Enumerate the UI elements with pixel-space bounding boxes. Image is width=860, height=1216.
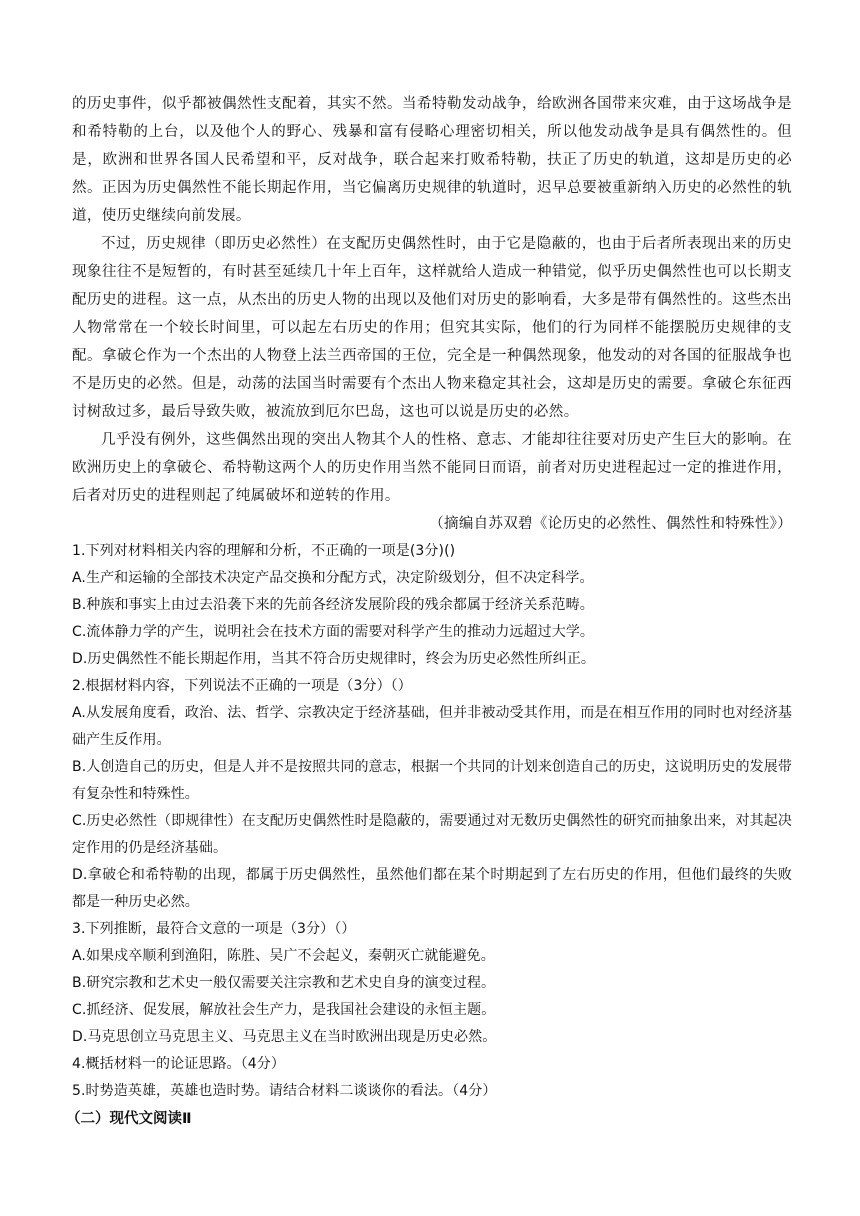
- question-2-stem: 2.根据材料内容，下列说法不正确的一项是（3分）（）: [72, 678, 412, 694]
- question-1-option-b: B.种族和事实上由过去沿袭下来的先前各经济发展阶段的残余都属于经济关系范畴。: [72, 597, 594, 613]
- reading-passage: [72, 90, 792, 538]
- question-3-option-a: A.如果戍卒顺利到渔阳，陈胜、吴广不会起义，秦朝灭亡就能避免。: [72, 948, 495, 964]
- question-2-option-a: A.从发展角度看，政治、法、哲学、宗教决定于经济基础，但并非被动受其作用，而是在相互作用的同时也对经济基础产生反作用。: [72, 705, 792, 748]
- section-heading: （二）现代文阅读Ⅱ: [66, 1111, 192, 1127]
- question-4: 4.概括材料一的论证思路。（4分）: [72, 1056, 285, 1072]
- question-2-option-c: C.历史必然性（即规律性）在支配历史偶然性时是隐蔽的，需要通过对无数历史偶然性的研究而抽象出来，对其起决定作用的仍是经济基础。: [72, 813, 792, 856]
- question-2-option-d: D.拿破仑和希特勒的出现，都属于历史偶然性，虽然他们都在某个时期起到了左右历史的作用，但他们最终的失败都是一种历史必然。: [72, 867, 792, 910]
- passage-source: （摘编自苏双碧《论历史的必然性、偶然性和特殊性》）: [429, 516, 792, 532]
- question-3-option-b: B.研究宗教和艺术史一般仅需要关注宗教和艺术史自身的演变过程。: [72, 975, 496, 991]
- passage-paragraph-2: 不过，历史规律（即历史必然性）在支配历史偶然性时，由于它是隐蔽的，也由于后者所表现出来的历史现象往往不是短暂的，有时甚至延续几十年上百年，这样就给人造成一种错觉，似乎历史偶然性也可以长期支配历史的进程。这一点，从杰出的历史人物的出现以及他们对历史的影响看，大多是带有偶然性的。这些杰出人物常常在一个较长时间里，可以起左右历史的作用；但究其实际，他们的行为同样不能摆脱历史规律的支配。拿破仑作为一个杰出的人物登上法兰西帝国的王位，完全是一种偶然现象，他发动的对各国的征服战争也不是历史的必然。但是，动荡的法国当时需要有个杰出人物来稳定其社会，这却是历史的需要。拿破仑东征西讨树敌过多，最后导致失败，被流放到厄尔巴岛，这也可以说是历史的必然。: [72, 236, 792, 420]
- question-5: 5.时势造英雄，英雄也造时势。请结合材料二谈谈你的看法。（4分）: [72, 1083, 497, 1099]
- question-1-option-c: C.流体静力学的产生，说明社会在技术方面的需要对科学产生的推动力远超过大学。: [72, 624, 595, 640]
- question-1-option-d: D.历史偶然性不能长期起作用，当其不符合历史规律时，终会为历史必然性所纠正。: [72, 651, 596, 667]
- question-3-option-d: D.马克思创立马克思主义、马克思主义在当时欧洲出现是历史必然。: [72, 1029, 497, 1045]
- question-1-stem: 1.下列对材料相关内容的理解和分析，不正确的一项是(3分)(): [72, 543, 456, 559]
- question-2-option-b: B.人创造自己的历史，但是人并不是按照共同的意志，根据一个共同的计划来创造自己的历史，这说明历史的发展带有复杂性和特殊性。: [72, 759, 792, 802]
- question-3-option-c: C.抓经济、促发展，解放社会生产力，是我国社会建设的永恒主题。: [72, 1002, 496, 1018]
- question-list: [72, 538, 792, 1105]
- question-3-stem: 3.下列推断，最符合文意的一项是（3分）（）: [72, 921, 356, 937]
- passage-paragraph-3: 几乎没有例外，这些偶然出现的突出人物其个人的性格、意志、才能却往往要对历史产生巨大的影响。在欧洲历史上的拿破仑、希特勒这两个人的历史作用当然不能同日而语，前者对历史进程起过一定的推进作用，后者对历史的进程则起了纯属破坏和逆转的作用。: [72, 432, 792, 504]
- question-1-option-a: A.生产和运输的全部技术决定产品交换和分配方式，决定阶级划分，但不决定科学。: [72, 570, 594, 586]
- passage-paragraph-1: 的历史事件，似乎都被偶然性支配着，其实不然。当希特勒发动战争，给欧洲各国带来灾难，由于这场战争是和希特勒的上台，以及他个人的野心、残暴和富有侵略心理密切相关，所以他发动战争是具有偶然性的。但是，欧洲和世界各国人民希望和平，反对战争，联合起来打败希特勒，扶正了历史的轨道，这却是历史的必然。正因为历史偶然性不能长期起作用，当它偏离历史规律的轨道时，迟早总要被重新纳入历史的必然性的轨道，使历史继续向前发展。: [72, 96, 792, 224]
- exam-page-content: [66, 90, 792, 1133]
